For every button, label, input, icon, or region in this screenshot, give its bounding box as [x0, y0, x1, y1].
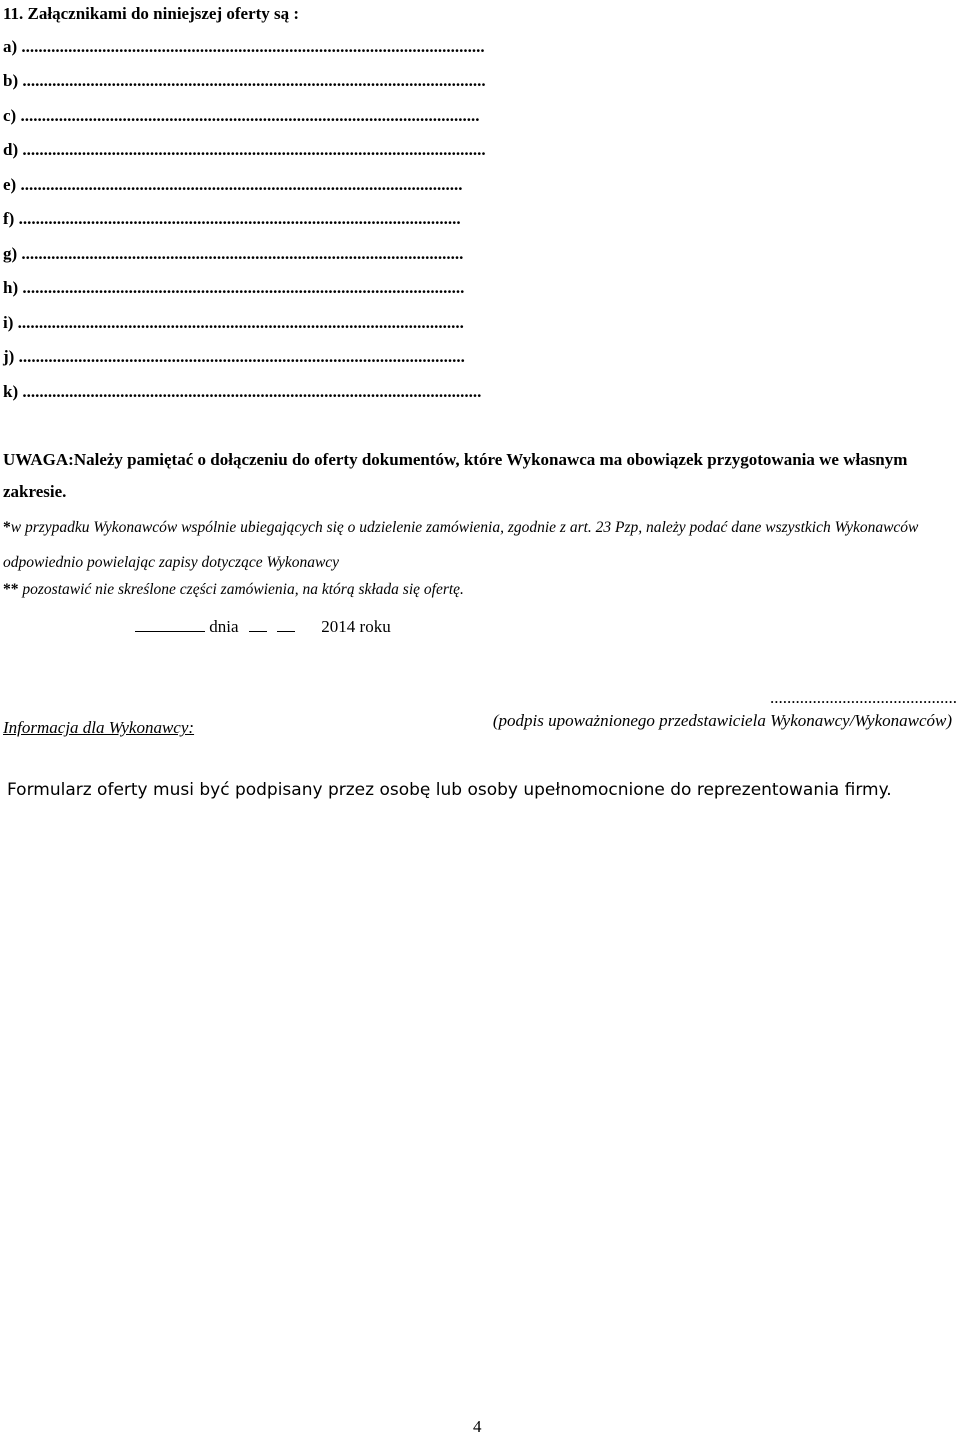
attachment-text: g) ........................................................................................................ [3, 244, 464, 263]
attachment-line-d [3, 140, 486, 164]
footnote-text: w przypadku Wykonawców wspólnie ubiegających się o udzielenie zamówienia, zgodnie z art. 23 Pzp, należy podać dane wszystkich Wykonawców odpowiednio powielając zapisy dotyczące Wykonawcy [3, 519, 919, 571]
attachment-line-k [3, 382, 481, 406]
attachment-line-a [3, 37, 485, 61]
footnote-single-star [3, 510, 958, 580]
attachment-line-i [3, 313, 464, 337]
signature-caption: (podpis upoważnionego przedstawiciela Wykonawcy/Wykonawców) [492, 711, 952, 730]
footnote-double-star [3, 581, 464, 599]
signature-dots[interactable]: ............................................ [770, 688, 957, 707]
section-heading: 11. Załącznikami do niniejszej oferty są : [3, 4, 300, 23]
footnote-star: * [3, 519, 11, 536]
attachment-line-g [3, 244, 463, 268]
attachment-line-e [3, 175, 462, 199]
attachment-line-f [3, 209, 461, 233]
date-month-blank-2[interactable] [277, 617, 295, 632]
attachment-text: a) ............................................................................................................. [3, 37, 485, 56]
footnote-stars: ** [3, 581, 19, 598]
footnote-text: pozostawić nie skreślone części zamówienia, na którą składa się ofertę. [18, 581, 464, 598]
date-line [135, 617, 391, 637]
attachment-text: j) ......................................................................................................... [3, 347, 465, 366]
info-heading: Informacja dla Wykonawcy: [3, 718, 195, 737]
date-year-label: 2014 roku [321, 617, 391, 636]
attachment-text: c) ............................................................................................................ [3, 106, 480, 125]
attachment-text: e) ........................................................................................................ [3, 175, 463, 194]
attachment-text: k) ............................................................................................................ [3, 382, 482, 401]
attachment-line-b [3, 71, 486, 95]
date-month-blank[interactable] [249, 617, 267, 632]
page-number: 4 [473, 1417, 482, 1436]
uwaga-note: UWAGA:Należy pamiętać o dołączeniu do oferty dokumentów, które Wykonawca ma obowiązek przygotowania we własnym zakresie. [3, 450, 908, 501]
attachment-line-j [3, 347, 465, 371]
attachment-text: i) ......................................................................................................... [3, 313, 464, 332]
date-day-blank[interactable] [135, 617, 205, 632]
attachment-line-h [3, 278, 464, 302]
attachment-line-c [3, 106, 479, 130]
footer-note: Formularz oferty musi być podpisany przez osobę lub osoby upełnomocnione do reprezentowania firmy. [7, 780, 892, 800]
date-dnia-label: dnia [209, 617, 239, 636]
attachment-text: b) ............................................................................................................. [3, 71, 486, 90]
attachment-text: h) ........................................................................................................ [3, 278, 465, 297]
attachment-text: f) ........................................................................................................ [3, 209, 461, 228]
attachment-text: d) ............................................................................................................. [3, 140, 486, 159]
